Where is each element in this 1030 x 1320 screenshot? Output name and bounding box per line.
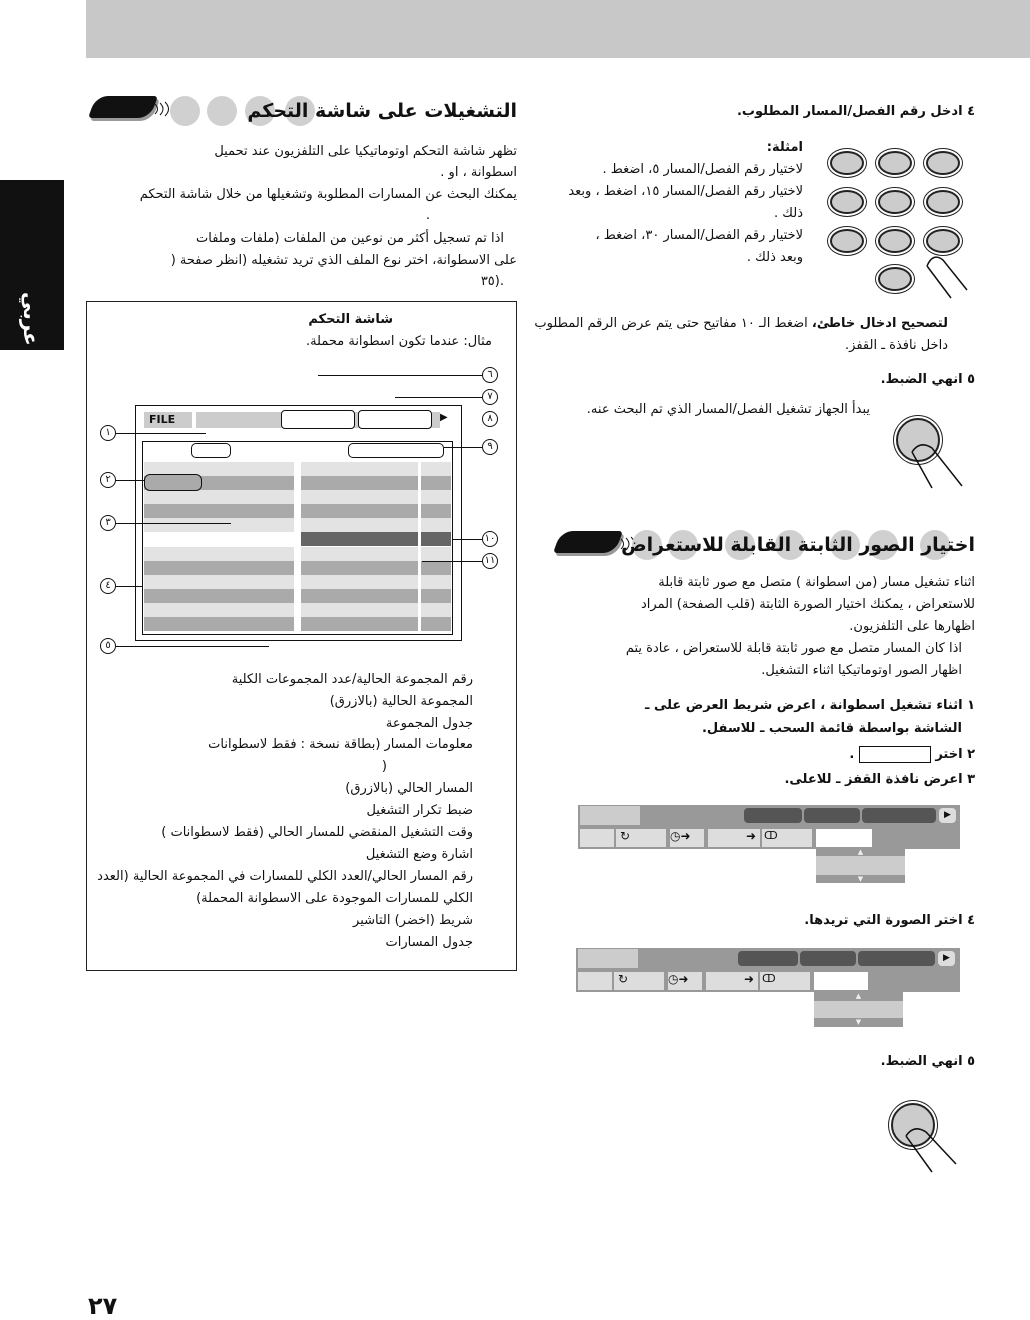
- jump-input[interactable]: [814, 972, 868, 990]
- group-row: [144, 504, 294, 518]
- correction-text-2: داخل نافذة ـ القفز.: [845, 338, 948, 353]
- callout-9: ٩: [482, 439, 498, 455]
- header-band: [86, 0, 1030, 58]
- decor-circle: [207, 96, 237, 126]
- keypad-button[interactable]: [926, 229, 960, 253]
- bar-cell: [580, 829, 614, 847]
- intro-line: اسطوانة ، او .: [440, 165, 517, 180]
- box-heading: شاشة التحكم: [308, 312, 393, 327]
- legend-item: جدول المجموعة: [385, 716, 473, 731]
- correction-text: [534, 314, 948, 334]
- callout-10: ١٠: [482, 531, 498, 547]
- bar-cell: [578, 972, 612, 990]
- step5-title: ٥ انهي الضبط.: [880, 372, 975, 387]
- page-number: ٢٧: [88, 1292, 118, 1320]
- keypad-button[interactable]: [830, 190, 864, 214]
- title-badge-icon: [553, 531, 623, 553]
- intro-line: تظهر شاشة التحكم اوتوماتيكيا على التلفزيون عند تحميل: [214, 144, 517, 159]
- note-line: على الاسطوانة، اختر نوع الملف الذي تريد تشغيله (انظر صفحة (: [170, 253, 517, 268]
- callout-7: ٧: [482, 389, 498, 405]
- column-divider: [418, 462, 421, 632]
- track-table: [301, 547, 451, 631]
- legend-item: رقم المجموعة الحالية/عدد المجموعات الكلية: [231, 672, 473, 687]
- legend-item: ضبط تكرار التشغيل: [366, 803, 473, 818]
- callout-4: ٤: [100, 578, 116, 594]
- keypad-button[interactable]: [878, 267, 912, 291]
- field-box: [281, 410, 355, 429]
- title-badge-icon: [88, 96, 158, 118]
- finger-icon: [910, 440, 965, 490]
- group-number-box: [191, 443, 231, 458]
- track-table: [301, 462, 451, 532]
- bar-pill: [804, 808, 860, 823]
- keypad-button[interactable]: [878, 190, 912, 214]
- leader-line: [395, 397, 482, 398]
- leader-line: [422, 561, 482, 562]
- leader-line: [444, 447, 482, 448]
- jump-window[interactable]: [816, 848, 905, 883]
- current-track-bar: [301, 532, 451, 546]
- leader-line: [116, 646, 269, 647]
- intro-line: اثناء تشغيل مسار (من اسطوانة ) متصل مع صور ثابتة قابلة: [658, 575, 975, 590]
- time-icon[interactable]: ◷➜: [668, 972, 702, 990]
- arrow-icon[interactable]: ➜: [706, 972, 758, 990]
- bar-pill: [738, 951, 798, 966]
- legend-item: اشارة وضع التشغيل: [365, 847, 473, 862]
- keypad-button[interactable]: [830, 151, 864, 175]
- section-title-still-pictures: اختيار الصور الثابتة القابلة للاستعراض: [621, 534, 975, 556]
- correction-bold: لتصحيح ادخال خاطئ،: [811, 316, 948, 331]
- intro-line: اظهارها على التلفزيون.: [849, 619, 975, 634]
- intro-line: يمكنك البحث عن المسارات المطلوبة وتشغيلها من خلال شاشة التحكم: [139, 187, 517, 202]
- intro-line: اذا كان المسار متصل مع صور ثابتة قابلة للاستعراض ، عادة يتم: [625, 641, 962, 656]
- step5-text: يبدأ الجهاز تشغيل الفصل/المسار الذي تم البحث عنه.: [586, 402, 870, 417]
- legend-item: جدول المسارات: [385, 935, 473, 950]
- blank-box: [859, 746, 931, 763]
- note-line: اذا تم تسجيل أكثر من نوعين من الملفات (ملفات وملفات: [196, 231, 504, 246]
- legend-item: شريط (اخضر) التاشير: [353, 913, 473, 928]
- leader-line: [318, 375, 482, 376]
- legend-item: وقت التشغيل المنقضي للمسار الحالي (فقط لاسطوانات ): [161, 825, 473, 840]
- keypad-button[interactable]: [878, 151, 912, 175]
- s2-step4: ٤ اختر الصورة التي تريدها.: [804, 913, 975, 928]
- leader-line: [452, 539, 482, 540]
- finger-icon: [904, 1124, 959, 1174]
- play-icon[interactable]: ▶: [938, 951, 955, 966]
- bar-pill: [744, 808, 802, 823]
- intro-line: للاستعراض ، يمكنك اختيار الصورة الثابتة (قلب الصفحة) المراد: [641, 597, 975, 612]
- correction-body: اضغط الـ ١٠ مفاتيح حتى يتم عرض الرقم المطلوب: [534, 316, 808, 331]
- s2-step5: ٥ انهي الضبط.: [880, 1054, 975, 1069]
- play-icon: ▶: [440, 412, 448, 423]
- s2-step1-cont: الشاشة بواسطة قائمة السحب ـ للاسفل.: [701, 721, 962, 736]
- group-row: [144, 518, 294, 532]
- display-bar: [576, 948, 960, 992]
- legend-item: معلومات المسار (بطاقة نسخة : فقط لاسطوانات: [208, 737, 473, 752]
- s2-step2: ٢ اختر .: [849, 747, 975, 762]
- legend-item: (: [381, 759, 387, 774]
- field-box: [358, 410, 432, 429]
- bar-pill: [862, 808, 936, 823]
- callout-8: ٨: [482, 411, 498, 427]
- callout-6: ٦: [482, 367, 498, 383]
- audio-icon[interactable]: ↀ: [760, 972, 810, 990]
- audio-icon[interactable]: ↀ: [762, 829, 812, 847]
- up-arrow-icon[interactable]: ▲: [816, 848, 905, 856]
- leader-line: [116, 523, 231, 524]
- keypad-button[interactable]: [926, 190, 960, 214]
- group-row: [144, 490, 294, 504]
- leader-line: [116, 586, 142, 587]
- note-line: .(٣٥: [480, 274, 504, 289]
- callout-5: ٥: [100, 638, 116, 654]
- s2-step1: ١ اثناء تشغيل اسطوانة ، اعرض شريط العرض على ـ: [644, 698, 975, 713]
- jump-input[interactable]: [816, 829, 872, 847]
- leader-line: [116, 433, 206, 434]
- language-tab-label: عربي: [19, 292, 43, 346]
- current-group: [144, 474, 202, 491]
- example-line: ذلك .: [774, 206, 803, 221]
- callout-2: ٢: [100, 472, 116, 488]
- intro-line: اظهار الصور اوتوماتيكيا اثناء التشغيل.: [761, 663, 962, 678]
- keypad-button[interactable]: [926, 151, 960, 175]
- track-number-box: [348, 443, 444, 458]
- repeat-icon[interactable]: ↻: [616, 829, 666, 847]
- decor-circle: [170, 96, 200, 126]
- s2-step2-label: ٢ اختر: [935, 747, 975, 762]
- display-bar: [578, 805, 960, 849]
- sound-waves-icon: [152, 101, 170, 117]
- play-icon[interactable]: ▶: [939, 808, 956, 823]
- bar-pill: [858, 951, 935, 966]
- arrow-icon[interactable]: ➜: [708, 829, 760, 847]
- bar-label-box: [580, 806, 640, 825]
- track-info-table: [144, 547, 294, 631]
- jump-window[interactable]: [814, 992, 903, 1027]
- time-icon[interactable]: ◷➜: [670, 829, 704, 847]
- file-label: FILE: [144, 412, 192, 428]
- example-line: لاختيار رقم الفصل/المسار ٣٠، اضغط ،: [595, 228, 803, 243]
- keypad-button[interactable]: [830, 229, 864, 253]
- bar-label-box: [578, 949, 638, 968]
- callout-1: ١: [100, 425, 116, 441]
- example-line: لاختيار رقم الفصل/المسار ١٥، اضغط ، وبعد: [568, 184, 803, 199]
- callout-11: ١١: [482, 553, 498, 569]
- keypad-button[interactable]: [878, 229, 912, 253]
- bar-pill: [800, 951, 856, 966]
- legend-item: الكلي للمسارات الموجودة على الاسطوانة المحملة): [196, 891, 473, 906]
- examples-label: امثلة:: [766, 140, 803, 155]
- leader-line: [116, 480, 144, 481]
- example-line: لاختيار رقم الفصل/المسار ٥، اضغط .: [602, 162, 803, 177]
- callout-3: ٣: [100, 515, 116, 531]
- legend-item: رقم المسار الحالي/العدد الكلي للمسارات في المجموعة الحالية (العدد: [97, 869, 473, 884]
- legend-item: المجموعة الحالية (بالازرق): [329, 694, 473, 709]
- box-example: مثال: عندما تكون اسطوانة محملة.: [305, 334, 492, 349]
- example-line: وبعد ذلك .: [746, 250, 803, 265]
- s2-step3: ٣ اعرض نافذة القفز ـ للاعلى.: [784, 772, 975, 787]
- down-arrow-icon[interactable]: ▼: [816, 875, 905, 883]
- intro-line: .: [425, 208, 430, 223]
- legend-item: المسار الحالي (بالازرق): [345, 781, 473, 796]
- step4-title: ٤ ادخل رقم الفصل/المسار المطلوب.: [736, 104, 975, 119]
- up-arrow-icon[interactable]: ▲: [814, 992, 903, 1001]
- repeat-icon[interactable]: ↻: [614, 972, 664, 990]
- section-title-control-screen: التشغيلات على شاشة التحكم: [247, 100, 517, 122]
- finger-icon: [925, 252, 970, 300]
- down-arrow-icon[interactable]: ▼: [814, 1018, 903, 1027]
